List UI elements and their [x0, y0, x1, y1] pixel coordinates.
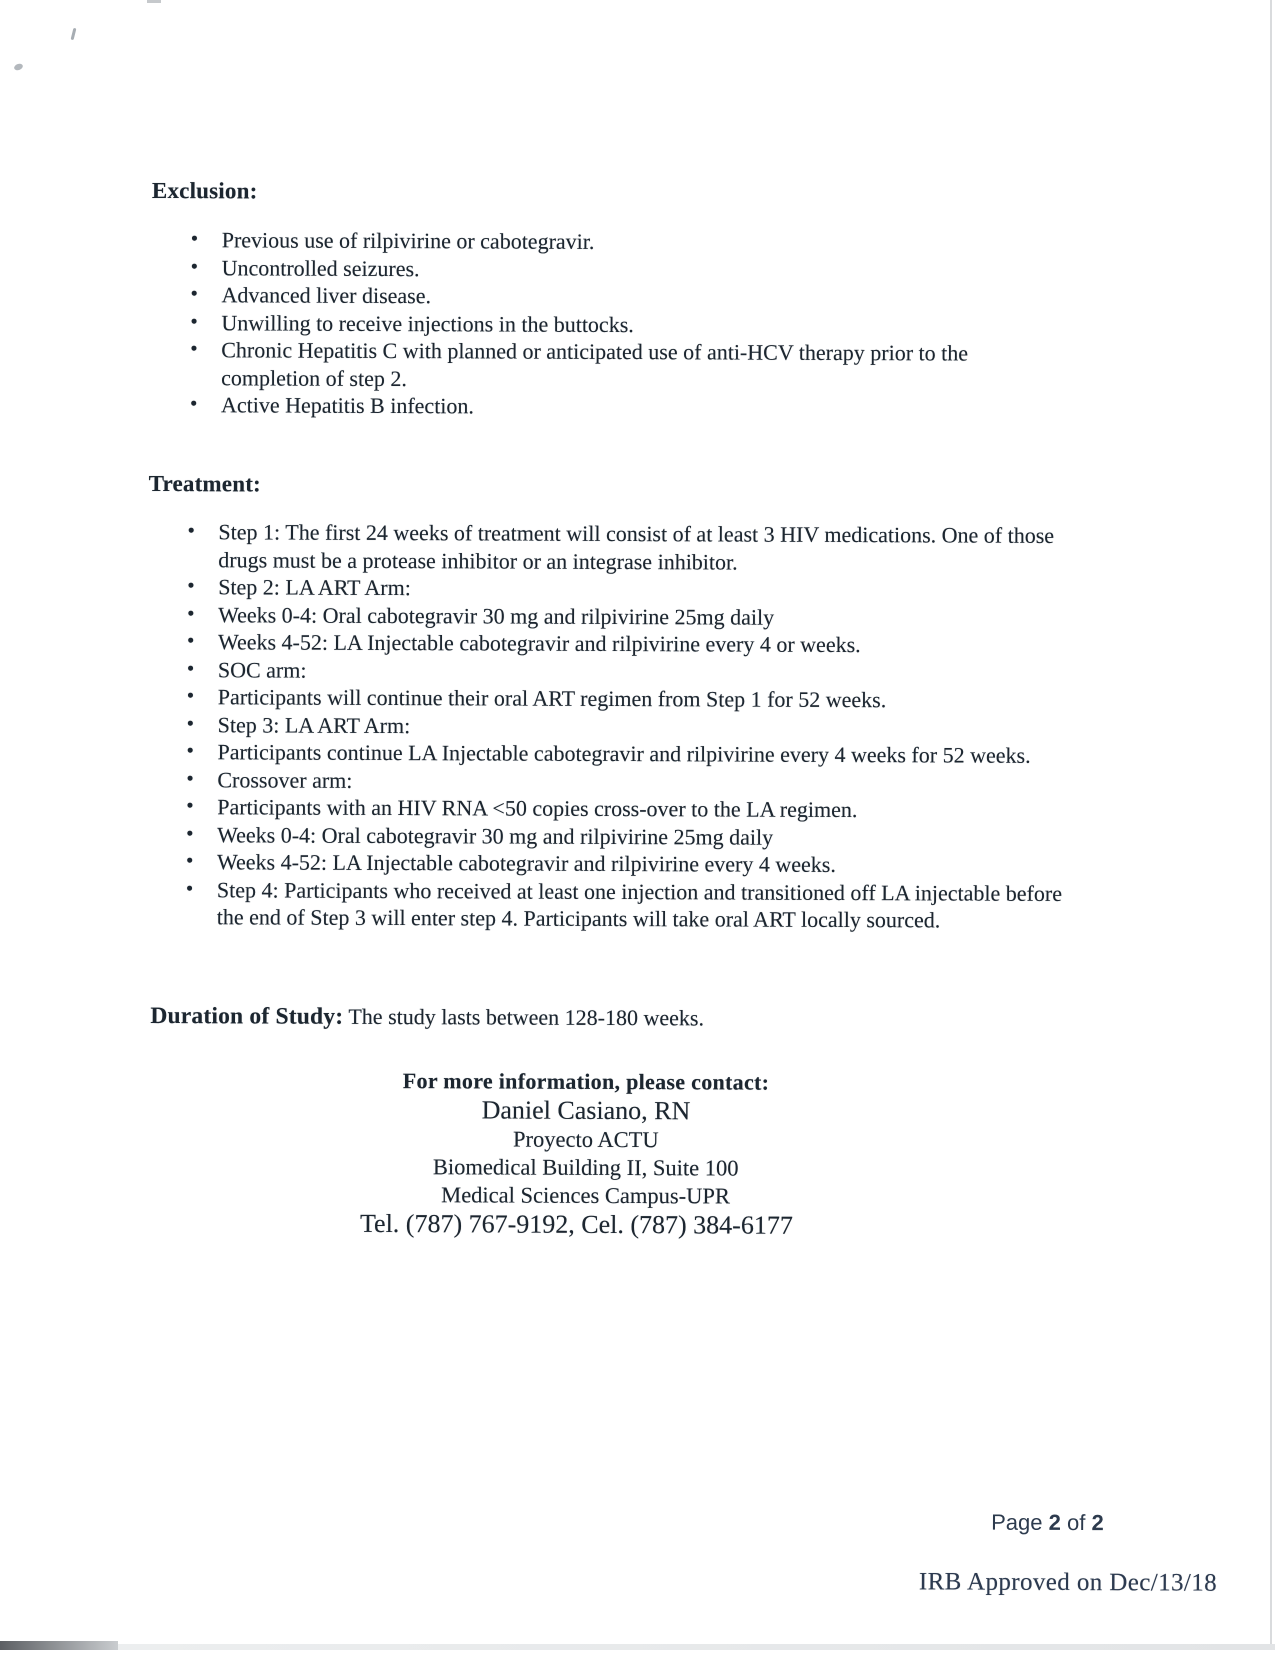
page-number-of: of: [1066, 1509, 1086, 1536]
scan-edge-band: [118, 1644, 1275, 1650]
irb-approval-note: IRB Approved on Dec/13/18: [918, 1568, 1218, 1597]
scan-edge-strip: [0, 1641, 118, 1650]
treatment-list: [185, 518, 1077, 934]
contact-name: Daniel Casiano, RN: [481, 1095, 691, 1126]
contact-address-line1: Biomedical Building II, Suite 100: [432, 1154, 739, 1181]
list-item: • Weeks 4-52: LA Injectable cabotegravir and rilpivirine every 4 or weeks.: [186, 628, 1076, 659]
page-number-current: 2: [1048, 1509, 1061, 1535]
scan-edge-line: [1270, 0, 1272, 1650]
page-number-label: Page: [991, 1509, 1043, 1535]
exclusion-heading: Exclusion:: [151, 177, 258, 204]
page-number: [991, 1510, 1104, 1536]
list-item: • Participants with an HIV RNA <50 copies cross-over to the LA regimen.: [185, 793, 1075, 824]
list-item: • Advanced liver disease.: [189, 281, 1049, 312]
exclusion-section: [151, 178, 1092, 423]
duration-line: [150, 1002, 1050, 1034]
contact-organization: Proyecto ACTU: [512, 1126, 659, 1153]
list-item: • Step 1: The first 24 weeks of treatment will consist of at least 3 HIV medications. One of those drugs must be a protease inhibitor or an integrase inhibitor.: [186, 518, 1076, 577]
list-item: • Active Hepatitis B infection.: [189, 391, 1049, 422]
list-item: • Weeks 0-4: Oral cabotegravir 30 mg and rilpivirine 25mg daily: [186, 601, 1076, 632]
list-item: • Step 2: LA ART Arm:: [186, 573, 1076, 604]
duration-text: The study lasts between 128-180 weeks.: [348, 1003, 705, 1031]
contact-phone: Tel. (787) 767-9192, Cel. (787) 384-6177: [359, 1208, 793, 1240]
list-item: • Crossover arm:: [185, 766, 1075, 797]
duration-heading: Duration of Study:: [150, 1002, 344, 1030]
contact-block: [235, 1066, 936, 1241]
page-number-total: 2: [1091, 1510, 1104, 1536]
treatment-heading: Treatment:: [148, 470, 262, 497]
list-item: • Unwilling to receive injections in the buttocks.: [189, 309, 1049, 340]
list-item: • Weeks 4-52: LA Injectable cabotegravir and rilpivirine every 4 weeks.: [185, 848, 1075, 879]
list-item: • Step 4: Participants who received at least one injection and transitioned off LA injectable before the end of Step 3 will enter step 4. Participants will take oral ART locally sourced.: [185, 876, 1075, 935]
list-item: • SOC arm:: [186, 656, 1076, 687]
contact-heading: For more information, please contact:: [402, 1068, 770, 1095]
list-item: • Weeks 0-4: Oral cabotegravir 30 mg and rilpivirine 25mg daily: [185, 821, 1075, 852]
exclusion-list: [189, 226, 1050, 422]
list-item: • Chronic Hepatitis C with planned or anticipated use of anti-HCV therapy prior to the completion of step 2.: [189, 336, 1049, 395]
list-item: • Previous use of rilpivirine or cabotegravir.: [190, 226, 1050, 257]
contact-address-line2: Medical Sciences Campus-UPR: [441, 1182, 730, 1209]
list-item: • Participants will continue their oral ART regimen from Step 1 for 52 weeks.: [186, 683, 1076, 714]
list-item: • Uncontrolled seizures.: [190, 254, 1050, 285]
scan-speck: [147, 0, 161, 3]
list-item: • Participants continue LA Injectable cabotegravir and rilpivirine every 4 weeks for 52 weeks.: [185, 738, 1075, 769]
treatment-section: [147, 471, 1109, 935]
list-item: • Step 3: LA ART Arm:: [186, 711, 1076, 742]
